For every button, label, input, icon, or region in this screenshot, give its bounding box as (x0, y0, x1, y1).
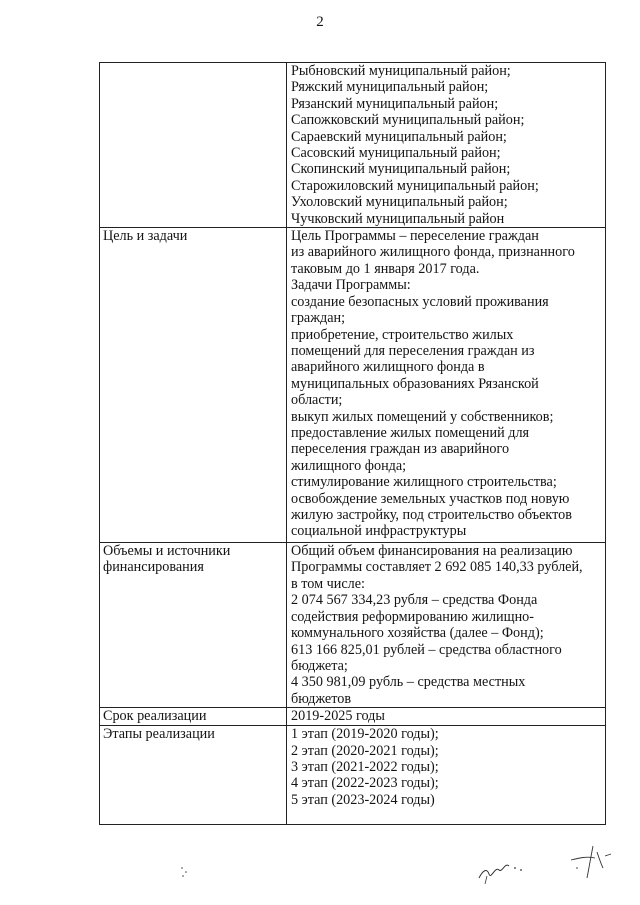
page-number: 2 (316, 14, 324, 30)
list-item: 2 этап (2020-2021 годы); (291, 742, 439, 759)
table-row (100, 63, 606, 228)
label-line: Объемы и источники (103, 543, 231, 560)
handwritten-mark-right (565, 838, 620, 883)
table-row (100, 543, 606, 708)
stages-list (287, 726, 606, 825)
text-line: жилую застройку, под строительство объектов (291, 506, 572, 523)
text-line: коммунального хозяйства (далее – Фонд); (291, 625, 544, 642)
text-line: содействия реформированию жилищно- (291, 608, 534, 625)
row-label (100, 63, 287, 228)
table-row (100, 708, 606, 726)
term-value (287, 708, 606, 726)
row-label-financing (100, 543, 287, 708)
districts-list (287, 63, 606, 228)
list-item: 4 этап (2022-2023 годы); (291, 775, 439, 792)
text-line: аварийного жилищного фонда в (291, 359, 485, 376)
table-row (100, 228, 606, 543)
text-line: муниципальных образованиях Рязанской (291, 375, 539, 392)
text-line: выкуп жилых помещений у собственников; (291, 408, 554, 425)
list-item: 1 этап (2019-2020 годы); (291, 726, 439, 743)
row-label-stages: Этапы реализации (100, 726, 287, 825)
list-item: Ухоловский муниципальный район; (291, 194, 508, 211)
text-line: предоставление жилых помещений для (291, 424, 530, 441)
text-line: социальной инфраструктуры (291, 523, 467, 540)
text-line: переселения граждан из аварийного (291, 441, 510, 458)
row-label-goals: Цель и задачи (100, 228, 287, 543)
text-line: 2019-2025 годы (291, 708, 385, 725)
list-item: Рязанский муниципальный район; (291, 95, 499, 112)
text-line: 2 074 567 334,23 рубля – средства Фонда (291, 592, 538, 609)
text-line: Цель Программы – переселение граждан (291, 228, 539, 245)
list-item: 5 этап (2023-2024 годы) (291, 791, 435, 808)
text-line: бюджетов (291, 690, 352, 707)
text-line: граждан; (291, 310, 346, 327)
text-line: стимулирование жилищного строительства; (291, 474, 557, 491)
label-line: финансирования (103, 559, 204, 576)
text-line: жилищного фонда; (291, 457, 407, 474)
text-line: Общий объем финансирования на реализацию (291, 543, 573, 560)
text-line: 613 166 825,01 рублей – средства областного (291, 641, 562, 658)
text-line: освобождение земельных участков под новую (291, 490, 570, 507)
scan-dots (176, 862, 196, 882)
text-line: в том числе: (291, 575, 365, 592)
list-item: Чучковский муниципальный район (291, 210, 505, 227)
list-item: Скопинский муниципальный район; (291, 161, 511, 178)
list-item: Рыбновский муниципальный район; (291, 63, 511, 79)
text-line: Задачи Программы: (291, 277, 411, 294)
text-line: создание безопасных условий проживания (291, 293, 549, 310)
list-item: Ряжский муниципальный район; (291, 79, 489, 96)
list-item: Сараевский муниципальный район; (291, 128, 507, 145)
text-line: 4 350 981,09 рубль – средства местных (291, 674, 526, 691)
text-line: таковым до 1 января 2017 года. (291, 260, 480, 277)
handwritten-mark-left (475, 848, 545, 888)
row-label-term: Срок реализации (100, 708, 287, 726)
goals-text (287, 228, 606, 543)
list-item: Сасовский муниципальный район; (291, 145, 501, 162)
table-row (100, 726, 606, 825)
list-item: Старожиловский муниципальный район; (291, 177, 539, 194)
program-passport-table (99, 62, 606, 825)
text-line: области; (291, 392, 343, 409)
text-line: приобретение, строительство жилых (291, 326, 514, 343)
list-item: 3 этап (2021-2022 годы); (291, 758, 439, 775)
text-line: из аварийного жилищного фонда, признанного (291, 244, 575, 261)
text-line: помещений для переселения граждан из (291, 342, 535, 359)
list-item: Сапожковский муниципальный район; (291, 112, 525, 129)
text-line: Программы составляет 2 692 085 140,33 рублей, (291, 559, 583, 576)
financing-text (287, 543, 606, 708)
text-line: бюджета; (291, 657, 348, 674)
